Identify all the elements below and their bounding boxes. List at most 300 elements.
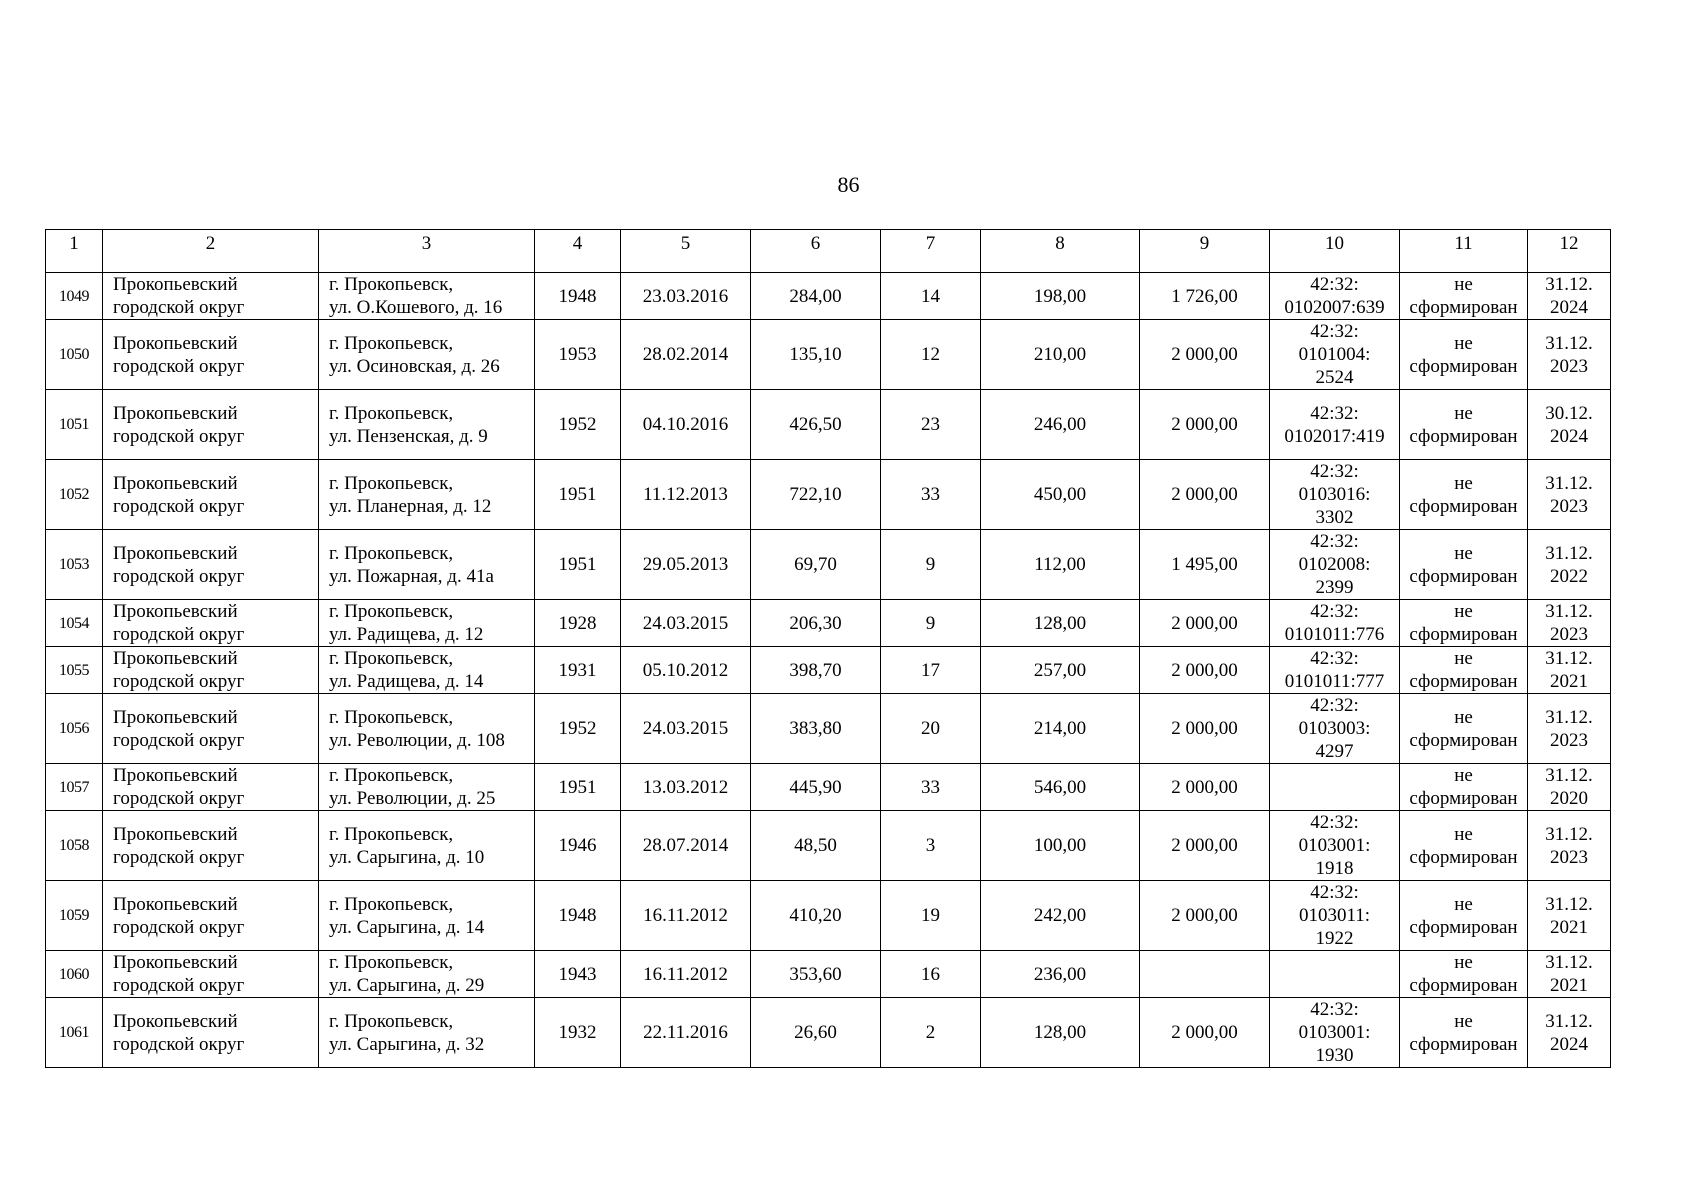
cadastral-number-cell-line: 0102008: <box>1298 554 1371 575</box>
status-cell-line: сформирован <box>1409 729 1518 751</box>
row-number-cell: 1050 <box>46 320 103 390</box>
status-cell-line: сформирован <box>1409 916 1518 938</box>
municipality-cell-line: Прокопьевский <box>113 601 238 622</box>
year-cell: 1948 <box>535 273 621 320</box>
address-cell-line: г. Прокопьевск, <box>329 648 454 669</box>
value-cell: 242,00 <box>981 881 1140 951</box>
residents-cell: 16 <box>881 951 981 998</box>
cadastral-number-cell-line: 3302 <box>1315 507 1354 528</box>
row-number-cell: 1051 <box>46 390 103 460</box>
address-cell-line: г. Прокопьевск, <box>329 542 454 564</box>
address-cell-line: г. Прокопьевск, <box>329 823 454 845</box>
deadline-cell <box>1528 600 1611 647</box>
table-row <box>46 530 1611 600</box>
table-body <box>46 273 1611 1068</box>
deadline-cell-line: 2021 <box>1550 671 1588 692</box>
deadline-cell-line: 31.12. <box>1545 765 1593 786</box>
status-cell-line: не <box>1454 1010 1473 1032</box>
cadastral-number-cell <box>1270 951 1400 998</box>
address-cell <box>319 530 535 600</box>
deadline-cell-line: 31.12. <box>1545 542 1593 564</box>
cadastral-number-cell-line: 0103011: <box>1298 905 1371 926</box>
year-cell: 1932 <box>535 998 621 1068</box>
row-number-cell: 1057 <box>46 764 103 811</box>
year-cell: 1931 <box>535 647 621 694</box>
municipality-cell-line: городской округ <box>113 565 245 587</box>
column-header: 6 <box>751 230 881 273</box>
deadline-cell <box>1528 764 1611 811</box>
row-number-cell: 1052 <box>46 460 103 530</box>
status-cell-line: не <box>1454 472 1473 494</box>
municipality-cell-line: Прокопьевский <box>113 765 238 786</box>
status-cell <box>1400 811 1528 881</box>
address-cell <box>319 273 535 320</box>
municipality-cell <box>103 998 319 1068</box>
cadastral-number-cell-line: 0101011:777 <box>1284 671 1385 692</box>
cadastral-number-cell-line: 0103003: <box>1298 718 1371 739</box>
area-cell: 353,60 <box>751 951 881 998</box>
cadastral-number-cell-line: 0103001: <box>1298 835 1371 856</box>
address-cell-line: г. Прокопьевск, <box>329 332 454 354</box>
year-cell: 1953 <box>535 320 621 390</box>
value-cell: 450,00 <box>981 460 1140 530</box>
status-cell-line: сформирован <box>1409 788 1518 809</box>
area-cell: 135,10 <box>751 320 881 390</box>
cadastral-number-cell-line: 0101011:776 <box>1284 624 1385 645</box>
value-cell: 236,00 <box>981 951 1140 998</box>
address-cell-line: г. Прокопьевск, <box>329 765 454 786</box>
value-cell: 198,00 <box>981 273 1140 320</box>
status-cell <box>1400 647 1528 694</box>
status-cell-line: не <box>1454 952 1473 973</box>
status-cell-line: не <box>1454 402 1473 424</box>
table-row <box>46 390 1611 460</box>
status-cell-line: не <box>1454 542 1473 564</box>
status-cell <box>1400 694 1528 764</box>
area-cell: 722,10 <box>751 460 881 530</box>
cost-cell: 2 000,00 <box>1140 811 1270 881</box>
status-cell <box>1400 460 1528 530</box>
year-cell: 1952 <box>535 390 621 460</box>
value-cell: 246,00 <box>981 390 1140 460</box>
deadline-cell-line: 31.12. <box>1545 706 1593 728</box>
deadline-cell <box>1528 998 1611 1068</box>
date-cell: 29.05.2013 <box>621 530 751 600</box>
address-cell-line: ул. Радищева, д. 12 <box>329 624 484 645</box>
address-cell <box>319 951 535 998</box>
column-header: 5 <box>621 230 751 273</box>
cadastral-number-cell-line: 0102017:419 <box>1284 425 1385 447</box>
address-cell-line: ул. Радищева, д. 14 <box>329 671 484 692</box>
year-cell: 1951 <box>535 460 621 530</box>
cadastral-number-cell <box>1270 460 1400 530</box>
cost-cell: 2 000,00 <box>1140 600 1270 647</box>
deadline-cell <box>1528 460 1611 530</box>
area-cell: 48,50 <box>751 811 881 881</box>
status-cell-line: не <box>1454 601 1473 622</box>
municipality-cell-line: Прокопьевский <box>113 402 238 424</box>
cadastral-number-cell-line: 42:32: <box>1310 812 1359 833</box>
deadline-cell-line: 2023 <box>1550 624 1588 645</box>
address-cell-line: ул. Революции, д. 108 <box>329 729 505 751</box>
municipality-cell <box>103 764 319 811</box>
address-cell-line: ул. Пензенская, д. 9 <box>329 425 488 447</box>
year-cell: 1951 <box>535 530 621 600</box>
year-cell: 1943 <box>535 951 621 998</box>
deadline-cell <box>1528 390 1611 460</box>
row-number-cell: 1055 <box>46 647 103 694</box>
cadastral-number-cell-line: 42:32: <box>1310 321 1359 342</box>
area-cell: 69,70 <box>751 530 881 600</box>
municipality-cell-line: Прокопьевский <box>113 706 238 728</box>
deadline-cell-line: 31.12. <box>1545 952 1593 973</box>
residents-cell: 9 <box>881 600 981 647</box>
deadline-cell-line: 31.12. <box>1545 472 1593 494</box>
deadline-cell <box>1528 647 1611 694</box>
deadline-cell-line: 31.12. <box>1545 893 1593 915</box>
table-row <box>46 600 1611 647</box>
deadline-cell <box>1528 320 1611 390</box>
municipality-cell <box>103 647 319 694</box>
address-cell-line: г. Прокопьевск, <box>329 952 454 973</box>
municipality-cell-line: городской округ <box>113 624 245 645</box>
municipality-cell <box>103 694 319 764</box>
status-cell <box>1400 951 1528 998</box>
cadastral-number-cell <box>1270 811 1400 881</box>
deadline-cell <box>1528 694 1611 764</box>
cadastral-number-cell <box>1270 881 1400 951</box>
cadastral-number-cell-line: 0103001: <box>1298 1022 1371 1043</box>
cadastral-number-cell-line: 4297 <box>1315 741 1354 762</box>
year-cell: 1928 <box>535 600 621 647</box>
municipality-cell <box>103 881 319 951</box>
cadastral-number-cell-line: 0102007:639 <box>1284 297 1385 318</box>
column-header: 3 <box>319 230 535 273</box>
address-cell-line: г. Прокопьевск, <box>329 274 454 295</box>
cadastral-number-cell <box>1270 390 1400 460</box>
deadline-cell-line: 31.12. <box>1545 823 1593 845</box>
area-cell: 26,60 <box>751 998 881 1068</box>
deadline-cell-line: 2024 <box>1550 297 1588 318</box>
cost-cell: 2 000,00 <box>1140 390 1270 460</box>
deadline-cell-line: 2021 <box>1550 975 1588 996</box>
row-number-cell: 1056 <box>46 694 103 764</box>
address-cell-line: ул. Осиновская, д. 26 <box>329 355 500 377</box>
deadline-cell-line: 31.12. <box>1545 274 1593 295</box>
status-cell <box>1400 320 1528 390</box>
deadline-cell-line: 30.12. <box>1545 402 1593 424</box>
deadline-cell <box>1528 811 1611 881</box>
cadastral-number-cell <box>1270 647 1400 694</box>
residents-cell: 2 <box>881 998 981 1068</box>
cadastral-number-cell <box>1270 998 1400 1068</box>
deadline-cell-line: 2023 <box>1550 355 1588 377</box>
table-row <box>46 273 1611 320</box>
date-cell: 11.12.2013 <box>621 460 751 530</box>
value-cell: 112,00 <box>981 530 1140 600</box>
date-cell: 16.11.2012 <box>621 951 751 998</box>
status-cell-line: сформирован <box>1409 846 1518 868</box>
address-cell <box>319 811 535 881</box>
status-cell-line: не <box>1454 893 1473 915</box>
cadastral-number-cell-line: 42:32: <box>1310 648 1359 669</box>
municipality-cell-line: городской округ <box>113 975 245 996</box>
deadline-cell-line: 2024 <box>1550 1033 1588 1055</box>
residents-cell: 17 <box>881 647 981 694</box>
date-cell: 24.03.2015 <box>621 694 751 764</box>
row-number-cell: 1060 <box>46 951 103 998</box>
value-cell: 210,00 <box>981 320 1140 390</box>
municipality-cell-line: городской округ <box>113 495 245 517</box>
municipality-cell-line: городской округ <box>113 297 245 318</box>
column-header: 8 <box>981 230 1140 273</box>
date-cell: 16.11.2012 <box>621 881 751 951</box>
cadastral-number-cell <box>1270 530 1400 600</box>
year-cell: 1946 <box>535 811 621 881</box>
cadastral-number-cell-line: 42:32: <box>1310 601 1359 622</box>
row-number-cell: 1054 <box>46 600 103 647</box>
deadline-cell-line: 2024 <box>1550 425 1588 447</box>
date-cell: 28.07.2014 <box>621 811 751 881</box>
cost-cell: 2 000,00 <box>1140 460 1270 530</box>
address-cell-line: г. Прокопьевск, <box>329 472 454 494</box>
municipality-cell-line: Прокопьевский <box>113 274 238 295</box>
address-cell-line: ул. Пожарная, д. 41а <box>329 565 494 587</box>
date-cell: 13.03.2012 <box>621 764 751 811</box>
value-cell: 546,00 <box>981 764 1140 811</box>
residents-cell: 20 <box>881 694 981 764</box>
cadastral-number-cell-line: 42:32: <box>1310 274 1359 295</box>
cadastral-number-cell-line: 2524 <box>1315 367 1354 388</box>
municipality-cell-line: Прокопьевский <box>113 952 238 973</box>
row-number-cell: 1058 <box>46 811 103 881</box>
status-cell <box>1400 881 1528 951</box>
deadline-cell-line: 2023 <box>1550 729 1588 751</box>
cadastral-number-cell-line: 0103016: <box>1298 484 1371 505</box>
deadline-cell-line: 2023 <box>1550 846 1588 868</box>
column-header: 7 <box>881 230 981 273</box>
value-cell: 128,00 <box>981 998 1140 1068</box>
address-cell-line: ул. О.Кошевого, д. 16 <box>329 297 503 318</box>
address-cell-line: ул. Сарыгина, д. 29 <box>329 975 485 996</box>
cadastral-number-cell-line: 1922 <box>1315 928 1354 949</box>
table-row <box>46 998 1611 1068</box>
deadline-cell-line: 31.12. <box>1545 648 1593 669</box>
cadastral-number-cell <box>1270 600 1400 647</box>
deadline-cell-line: 2021 <box>1550 916 1588 938</box>
area-cell: 398,70 <box>751 647 881 694</box>
header-row <box>46 230 1611 273</box>
address-cell <box>319 764 535 811</box>
table-row <box>46 320 1611 390</box>
row-number-cell: 1061 <box>46 998 103 1068</box>
address-cell-line: ул. Революции, д. 25 <box>329 788 496 809</box>
area-cell: 426,50 <box>751 390 881 460</box>
area-cell: 410,20 <box>751 881 881 951</box>
municipality-cell <box>103 600 319 647</box>
table-row <box>46 764 1611 811</box>
municipality-cell-line: Прокопьевский <box>113 823 238 845</box>
status-cell-line: сформирован <box>1409 355 1518 377</box>
row-number-cell: 1053 <box>46 530 103 600</box>
table-row <box>46 460 1611 530</box>
row-number-cell: 1059 <box>46 881 103 951</box>
status-cell-line: сформирован <box>1409 624 1518 645</box>
cadastral-number-cell-line: 42:32: <box>1310 461 1359 482</box>
column-header: 10 <box>1270 230 1400 273</box>
status-cell-line: сформирован <box>1409 425 1518 447</box>
status-cell-line: не <box>1454 765 1473 786</box>
cadastral-number-cell-line: 2399 <box>1315 577 1354 598</box>
housing-register-table <box>45 229 1611 1068</box>
residents-cell: 3 <box>881 811 981 881</box>
area-cell: 206,30 <box>751 600 881 647</box>
deadline-cell-line: 31.12. <box>1545 601 1593 622</box>
date-cell: 04.10.2016 <box>621 390 751 460</box>
status-cell-line: сформирован <box>1409 565 1518 587</box>
date-cell: 22.11.2016 <box>621 998 751 1068</box>
deadline-cell-line: 2023 <box>1550 495 1588 517</box>
status-cell-line: не <box>1454 274 1473 295</box>
address-cell <box>319 881 535 951</box>
cadastral-number-cell-line: 42:32: <box>1310 999 1359 1020</box>
status-cell-line: не <box>1454 648 1473 669</box>
column-header: 12 <box>1528 230 1611 273</box>
table-row <box>46 951 1611 998</box>
deadline-cell <box>1528 273 1611 320</box>
municipality-cell-line: Прокопьевский <box>113 542 238 564</box>
address-cell <box>319 320 535 390</box>
residents-cell: 23 <box>881 390 981 460</box>
area-cell: 445,90 <box>751 764 881 811</box>
deadline-cell <box>1528 530 1611 600</box>
status-cell-line: сформирован <box>1409 671 1518 692</box>
table-row <box>46 647 1611 694</box>
municipality-cell <box>103 951 319 998</box>
residents-cell: 33 <box>881 764 981 811</box>
residents-cell: 33 <box>881 460 981 530</box>
cost-cell: 2 000,00 <box>1140 998 1270 1068</box>
value-cell: 100,00 <box>981 811 1140 881</box>
municipality-cell-line: Прокопьевский <box>113 472 238 494</box>
table-row <box>46 811 1611 881</box>
deadline-cell-line: 2022 <box>1550 565 1588 587</box>
deadline-cell <box>1528 951 1611 998</box>
address-cell-line: г. Прокопьевск, <box>329 402 454 424</box>
value-cell: 257,00 <box>981 647 1140 694</box>
column-header: 4 <box>535 230 621 273</box>
area-cell: 383,80 <box>751 694 881 764</box>
residents-cell: 19 <box>881 881 981 951</box>
municipality-cell-line: городской округ <box>113 425 245 447</box>
deadline-cell-line: 31.12. <box>1545 1010 1593 1032</box>
municipality-cell-line: городской округ <box>113 916 245 938</box>
residents-cell: 14 <box>881 273 981 320</box>
municipality-cell <box>103 460 319 530</box>
address-cell <box>319 647 535 694</box>
cadastral-number-cell-line: 42:32: <box>1310 695 1359 716</box>
year-cell: 1952 <box>535 694 621 764</box>
municipality-cell-line: городской округ <box>113 1033 245 1055</box>
date-cell: 28.02.2014 <box>621 320 751 390</box>
status-cell-line: сформирован <box>1409 975 1518 996</box>
municipality-cell-line: Прокопьевский <box>113 648 238 669</box>
address-cell-line: ул. Сарыгина, д. 14 <box>329 916 485 938</box>
address-cell-line: г. Прокопьевск, <box>329 893 454 915</box>
status-cell-line: сформирован <box>1409 495 1518 517</box>
deadline-cell-line: 31.12. <box>1545 332 1593 354</box>
table-row <box>46 694 1611 764</box>
address-cell <box>319 600 535 647</box>
cost-cell <box>1140 951 1270 998</box>
status-cell <box>1400 998 1528 1068</box>
address-cell-line: ул. Сарыгина, д. 10 <box>329 846 485 868</box>
municipality-cell <box>103 530 319 600</box>
address-cell-line: г. Прокопьевск, <box>329 1010 454 1032</box>
column-header: 1 <box>46 230 103 273</box>
address-cell <box>319 390 535 460</box>
date-cell: 05.10.2012 <box>621 647 751 694</box>
municipality-cell-line: Прокопьевский <box>113 1010 238 1032</box>
cadastral-number-cell <box>1270 694 1400 764</box>
page-number: 86 <box>837 172 860 197</box>
year-cell: 1951 <box>535 764 621 811</box>
row-number-cell: 1049 <box>46 273 103 320</box>
municipality-cell-line: городской округ <box>113 846 245 868</box>
cost-cell: 2 000,00 <box>1140 764 1270 811</box>
area-cell: 284,00 <box>751 273 881 320</box>
status-cell-line: не <box>1454 706 1473 728</box>
municipality-cell-line: городской округ <box>113 729 245 751</box>
municipality-cell-line: Прокопьевский <box>113 332 238 354</box>
address-cell <box>319 998 535 1068</box>
status-cell <box>1400 530 1528 600</box>
cadastral-number-cell-line: 42:32: <box>1310 882 1359 903</box>
municipality-cell <box>103 320 319 390</box>
status-cell <box>1400 273 1528 320</box>
cost-cell: 2 000,00 <box>1140 320 1270 390</box>
municipality-cell-line: городской округ <box>113 355 245 377</box>
address-cell-line: ул. Планерная, д. 12 <box>329 495 492 517</box>
cost-cell: 1 495,00 <box>1140 530 1270 600</box>
address-cell <box>319 460 535 530</box>
residents-cell: 12 <box>881 320 981 390</box>
status-cell <box>1400 390 1528 460</box>
cadastral-number-cell <box>1270 273 1400 320</box>
municipality-cell-line: городской округ <box>113 671 245 692</box>
date-cell: 23.03.2016 <box>621 273 751 320</box>
status-cell <box>1400 764 1528 811</box>
deadline-cell <box>1528 881 1611 951</box>
table-row <box>46 881 1611 951</box>
value-cell: 128,00 <box>981 600 1140 647</box>
status-cell-line: не <box>1454 823 1473 845</box>
cadastral-number-cell-line: 0101004: <box>1298 344 1371 365</box>
cadastral-number-cell-line: 42:32: <box>1310 531 1359 552</box>
status-cell-line: сформирован <box>1409 297 1518 318</box>
status-cell <box>1400 600 1528 647</box>
cost-cell: 2 000,00 <box>1140 647 1270 694</box>
column-header: 2 <box>103 230 319 273</box>
deadline-cell-line: 2020 <box>1550 788 1588 809</box>
municipality-cell-line: городской округ <box>113 788 245 809</box>
cadastral-number-cell-line: 42:32: <box>1310 402 1359 424</box>
address-cell-line: г. Прокопьевск, <box>329 706 454 728</box>
value-cell: 214,00 <box>981 694 1140 764</box>
date-cell: 24.03.2015 <box>621 600 751 647</box>
address-cell-line: г. Прокопьевск, <box>329 601 454 622</box>
municipality-cell-line: Прокопьевский <box>113 893 238 915</box>
